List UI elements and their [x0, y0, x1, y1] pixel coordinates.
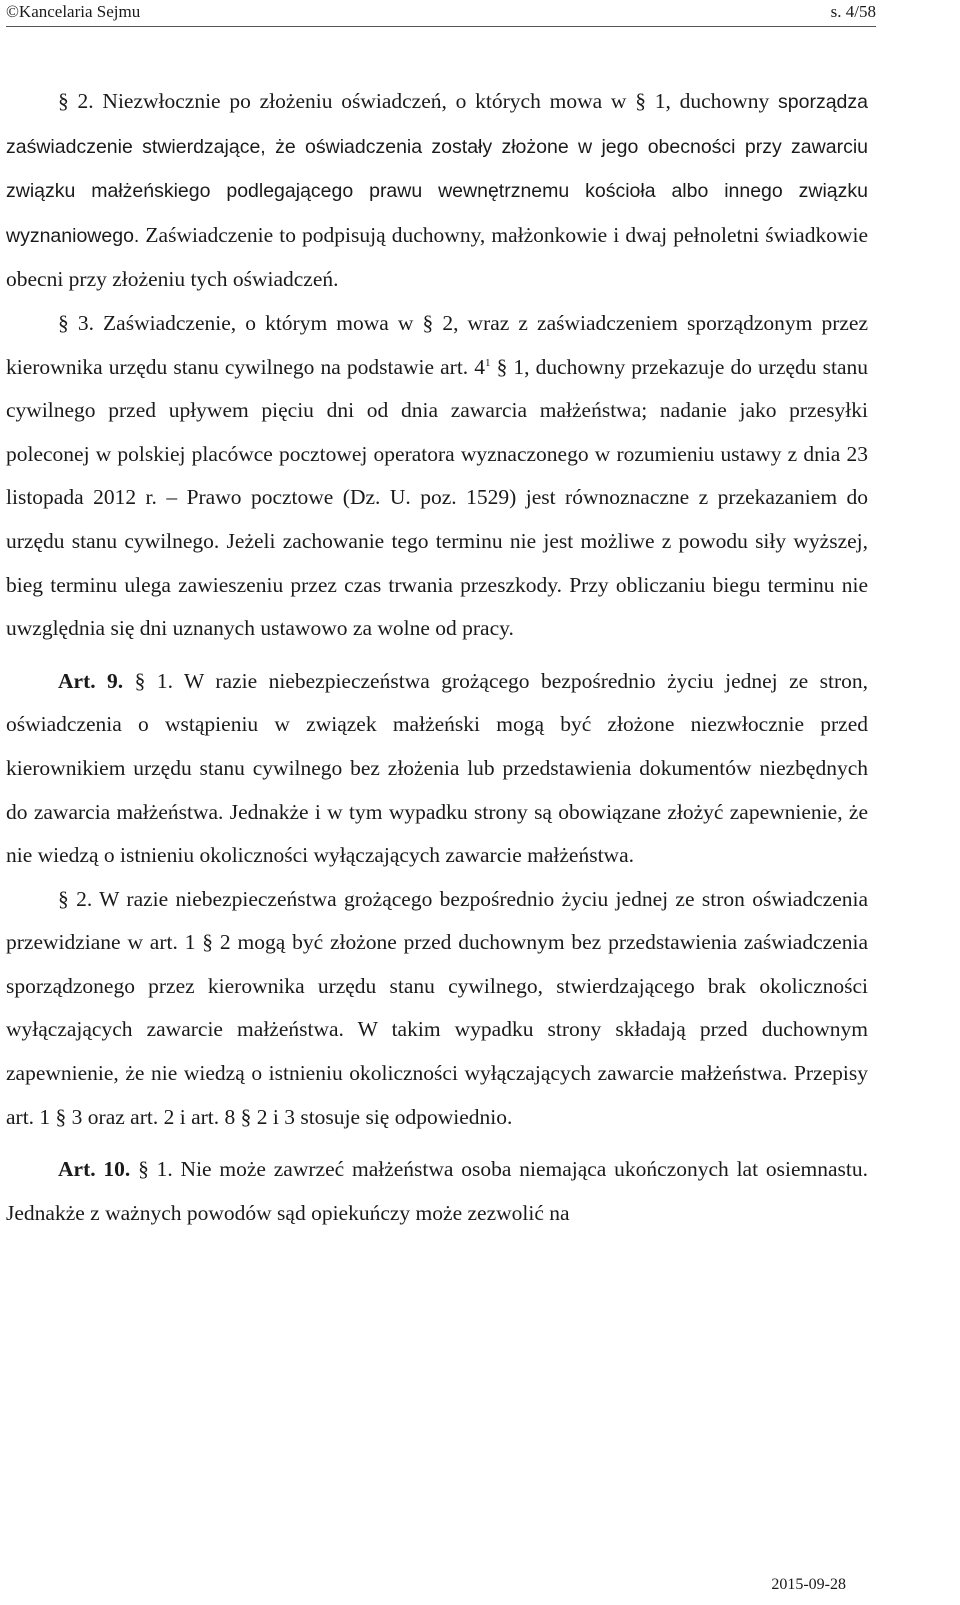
- paragraph-8-2-sans-text: sporządza zaświadczenie stwierdzające, że oświadczenia zostały złożone w jego obecności przy zawarciu związku małżeńskiego podlegającego prawu wewnętrznemu kościoła albo innego związku wyznaniowego.: [6, 91, 868, 247]
- article-9-paragraph-2: [6, 878, 868, 1140]
- article-10-paragraph-1: [6, 1148, 868, 1235]
- paragraph-8-3: [6, 302, 868, 651]
- page-header: [6, 0, 876, 27]
- paragraph-8-3-text: § 3. Zaświadczenie, o którym mowa w § 2, wraz z zaświadczeniem sporządzonym przez kierownika urzędu stanu cywilnego na podstawie art. 4: [6, 310, 868, 379]
- page-number: s. 4/58: [830, 2, 876, 21]
- article-10-paragraph-1-text: § 1. Nie może zawrzeć małżeństwa osoba niemająca ukończonych lat osiemnastu. Jednakże z ważnych powodów sąd opiekuńczy może zezwolić na: [6, 1157, 868, 1225]
- article-9-paragraph-2-text: § 2. W razie niebezpieczeństwa grożącego bezpośrednio życiu jednej ze stron oświadczenia przewidziane w art. 1 § 2 mogą być złożone przed duchownym bez przedstawienia zaświadczenia sporządzonego przez kierownika urzędu stanu cywilnego, stwierdzającego brak okoliczności wyłączających zawarcie małżeństwa. W takim wypadku strony składają przed duchownym zapewnienie, że nie wiedzą o istnieniu okoliczności wyłączających zawarcie małżeństwa. Przepisy art. 1 § 3 oraz art. 2 i art. 8 § 2 i 3 stosuje się odpowiednio.: [6, 886, 868, 1129]
- paragraph-8-3-text-continued: § 1, duchowny przekazuje do urzędu stanu cywilnego przed upływem pięciu dni od dnia zawarcia małżeństwa; nadanie jako przesyłki poleconej w polskiej placówce pocztowej operatora wyznaczonego w rozumieniu ustawy z dnia 23 listopada 2012 r. – Prawo pocztowe (Dz. U. poz. 1529) jest równoznaczne z przekazaniem do urzędu stanu cywilnego. Jeżeli zachowanie tego terminu nie jest możliwe z powodu siły wyższej, bieg terminu ulega zawieszeniu przez czas trwania przeszkody. Przy obliczaniu biegu terminu nie uwzględnia się dni uznanych ustawowo za wolne od pracy.: [6, 354, 868, 641]
- article-10-label: Art. 10.: [58, 1157, 131, 1182]
- document-body: [6, 80, 868, 1235]
- paragraph-8-2: [6, 80, 868, 302]
- article-9-label: Art. 9.: [58, 668, 124, 693]
- header-publisher: ©Kancelaria Sejmu: [6, 2, 141, 21]
- superscript-marker: 1: [485, 356, 491, 369]
- document-date: 2015-09-28: [771, 1576, 846, 1593]
- article-9-paragraph-1: [6, 660, 868, 878]
- paragraph-8-2-start: § 2. Niezwłocznie po złożeniu oświadczeń, o których mowa w § 1, duchowny: [58, 89, 770, 113]
- article-9-paragraph-1-text: § 1. W razie niebezpieczeństwa grożącego bezpośrednio życiu jednej ze stron, oświadczenia o wstąpieniu w związek małżeński mogą być złożone niezwłocznie przed kierownikiem urzędu stanu cywilnego bez złożenia lub przedstawienia dokumentów niezbędnych do zawarcia małżeństwa. Jednakże i w tym wypadku strony są obowiązane złożyć zapewnienie, że nie wiedzą o istnieniu okoliczności wyłączających zawarcie małżeństwa.: [6, 668, 868, 868]
- paragraph-8-2-end: Zaświadczenie to podpisują duchowny, małżonkowie i dwaj pełnoletni świadkowie obecni przy złożeniu tych oświadczeń.: [6, 222, 868, 292]
